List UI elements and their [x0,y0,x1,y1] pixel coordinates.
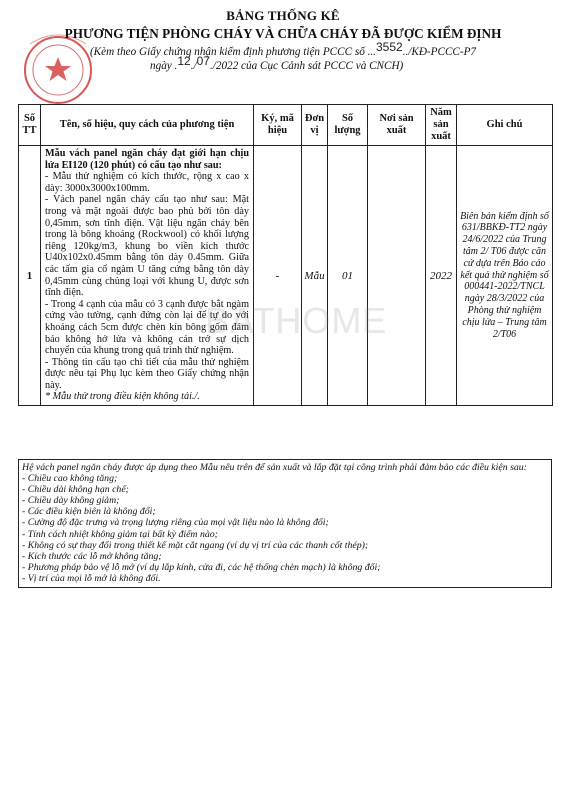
list-item: - Chiều dày không giảm; [22,495,120,507]
attachment-line [0,40,566,58]
header-code: Ký, mã hiệu [254,105,302,146]
list-item: - Không có sự thay đổi trong thiết kế mặt cắt ngang (ví dụ vị trí của các thanh cốt thép); [22,539,369,551]
date-suffix: ./2022 của Cục Cảnh sát PCCC và CNCH) [209,60,404,72]
certificate-number: 3552 [375,40,403,54]
list-item: - Cường độ đặc trưng và trọng lượng riêng của mọi vật liệu nào là không đổi; [22,517,329,529]
header-note: Ghi chú [457,105,553,146]
header-name: Tên, số hiệu, quy cách của phương tiện [41,105,254,146]
row-unit: Mẫu [302,146,328,406]
row-origin [368,146,426,406]
header-qty: Số lượng [328,105,368,146]
description-paragraph: - Thông tin cấu tạo chi tiết của mẫu thử nghiệm được nêu tại Phụ lục kèm theo Giấy chứng nhận này. [45,356,249,391]
date-month: 07 [196,54,210,68]
date-sep: ./ [190,60,197,72]
document-subtitle: PHƯƠNG TIỆN PHÒNG CHÁY VÀ CHỮA CHÁY ĐÃ ĐƯỢC KIỂM ĐỊNH [64,26,502,41]
watermark: BATHOME [205,300,388,341]
header-stt: Số TT [19,105,41,146]
list-item: - Phương pháp bảo vệ lỗ mở (ví dụ lắp kính, cửa đi, các hệ thống chèn mạch) là không đổi; [22,561,381,573]
document-title: BẢNG THỐNG KÊ [226,8,340,23]
attachment-suffix: ../KĐ-PCCC-P7 [402,46,477,58]
row-year: 2022 [426,146,457,406]
list-item: - Chiều cao không tăng; [22,473,118,485]
row-qty: 01 [328,146,368,406]
conditions-intro: Hệ vách panel ngăn cháy được áp dụng theo Mẫu nêu trên để sản xuất và lắp đặt tại công trình phải đảm bảo các điều kiện sau: [22,462,527,473]
product-title: Mẫu vách panel ngăn cháy đạt giới hạn chịu lửa EI120 (120 phút) có cấu tạo như sau: [45,148,249,171]
header-year: Năm sản xuất [426,105,457,146]
description-paragraph: - Mẫu thử nghiệm có kích thước, rộng x cao x dày: 3000x3000x100mm. [45,171,249,194]
description-paragraph: - Trong 4 cạnh của mẫu có 3 cạnh được bắt ngàm cứng vào tường, cạnh đứng còn lại để tự do với khoảng cách 5cm được chèn kín bông gốm đảm bảo không hở lửa và không cản trở sự dịch chuyển của khung trong quá trình thử nghiệm. [45,298,249,357]
list-item: - Chiều dài không hạn chế; [22,484,129,496]
conditions-box [18,459,552,588]
row-code: - [254,146,302,406]
list-item: - Các điều kiện biên là không đổi; [22,506,156,518]
date-prefix: ngày . [150,60,178,72]
list-item: - Kích thước các lỗ mở không tăng; [22,550,162,562]
row-note: Biên bản kiểm định số 631/BBKĐ-TT2 ngày 24/6/2022 của Trung tâm 2/ T06 được căn cứ dựa trên Báo cáo kết quả thử nghiệm số 000441-2022/TNCL ngày 28/3/2022 của Phòng thử nghiệm chịu lửa – Trung tâm 2/T06 [457,146,553,406]
attachment-prefix: (Kèm theo Giấy chứng nhận kiểm định phương tiện PCCC số ... [89,46,376,58]
row-description [41,146,254,406]
date-line [150,54,550,72]
inspection-table [18,104,553,406]
header-origin: Nơi sản xuất [368,105,426,146]
list-item: - Tính cách nhiệt không giảm tại bất kỳ điểm nào; [22,528,218,540]
description-paragraph: - Vách panel ngăn cháy cấu tạo như sau: Mặt trong và mặt ngoài được bao phủ bởi tôn dày 0,45mm, sơn tĩnh điện. Vật liệu ngăn cháy bên trong là bông khoáng (Rockwool) có khối lượng riêng 120kg/m3, khung bo viền kích thước U40x102x0.45mm bằng tôn dày 0.45mm. Giữa các tấm gia cố ngàm U tăng cứng bằng tôn dày 0,45mm cùng chủng loại với khung U, được sơn tĩnh điện. [45,194,249,299]
table-header-row [19,105,553,146]
date-day: 12 [177,54,191,68]
header-unit: Đơn vị [302,105,328,146]
table-row [19,146,553,406]
list-item: - Vị trí của mọi lỗ mở là không đổi. [22,572,161,584]
row-stt: 1 [19,146,41,406]
spec-note: * Mẫu thử trong điều kiện không tải./. [45,391,200,403]
